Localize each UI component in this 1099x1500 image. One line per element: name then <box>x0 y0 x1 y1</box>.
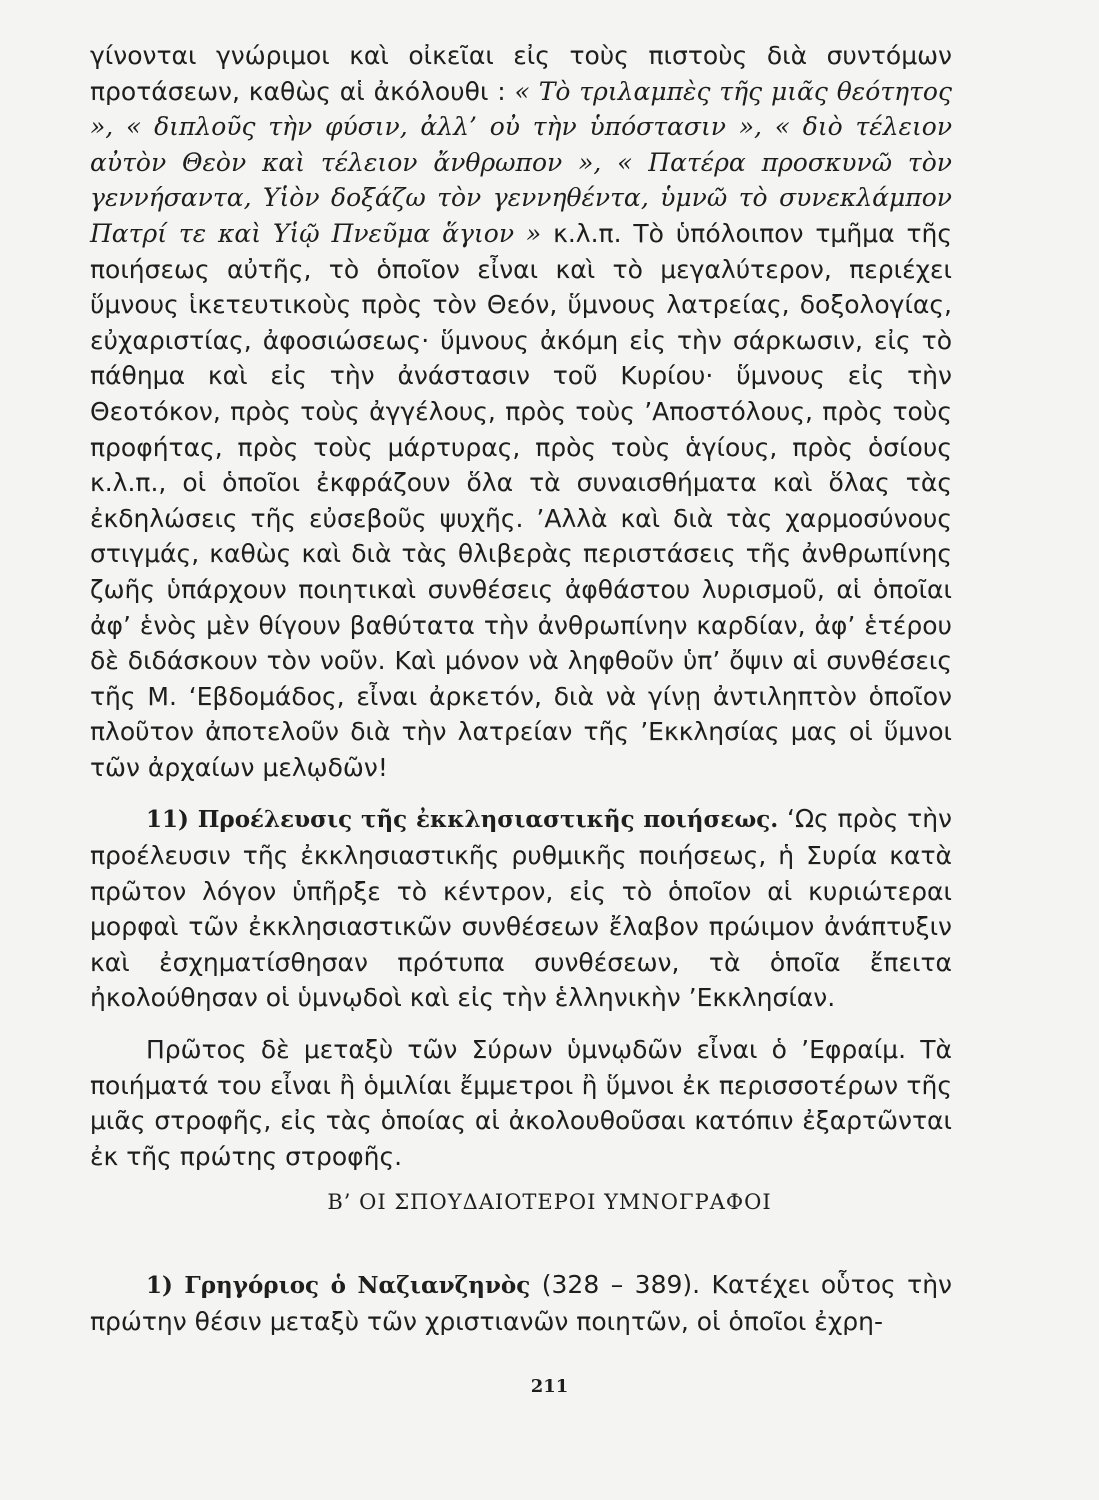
quote-4: « Πατέρα προσκυνῶ τὸν γεννήσαντα, Υἱὸν δοξάζω τὸν γεννηθέντα, ὑμνῶ τὸ συνεκλάμπον Πατρί τε καὶ Υἱῷ Πνεῦμα ἅγιον » <box>90 147 952 248</box>
quote-2: « διπλοῦς τὴν φύσιν, ἀλλ’ οὐ τὴν ὑπόστασιν », <box>126 112 762 142</box>
paragraph-3: Πρῶτος δὲ μεταξὺ τῶν Σύρων ὑμνῳδῶν εἶναι ὁ ’Εφραίμ. Τὰ ποιήματά του εἶναι ἢ ὁμιλίαι ἔμμετροι ἢ ὕμνοι ἐκ περισσοτέρων τῆς μιᾶς στροφῆς, εἰς τὰς ὁποίας αἱ ἀκολουθοῦσαι κατόπιν ἐξαρτῶνται ἐκ τῆς πρώτης στροφῆς. <box>90 1035 952 1171</box>
paragraph-1-body: κ.λ.π. Τὸ ὑπόλοιπον τμῆμα τῆς ποιήσεως αὐτῆς, τὸ ὁποῖον εἶναι καὶ τὸ μεγαλύτερον, περιέχει ὕμνους ἱκετευτικοὺς πρὸς τὸν Θεόν, ὕμνους λατρείας, δοξολογίας, εὐχαριστίας, ἀφοσιώσεως· ὕμνους ἀκόμη εἰς τὴν σάρκωσιν, εἰς τὸ πάθημα καὶ εἰς τὴν ἀνάστασιν τοῦ Κυρίου· ὕμνους εἰς τὴν Θεοτόκον, πρὸς τοὺς ἀγγέλους, πρὸς τοὺς ’Αποστόλους, πρὸς τοὺς προφήτας, πρὸς τοὺς μάρτυρας, πρὸς τοὺς ἁγίους, πρὸς ὁσίους κ.λ.π., οἱ ὁποῖοι ἐκφράζουν ὅλα τὰ συναισθήματα καὶ ὅλας τὰς ἐκδηλώσεις τῆς εὐσεβοῦς ψυχῆς. ’Αλλὰ καὶ διὰ τὰς χαρμοσύνους στιγμάς, καθὼς καὶ διὰ τὰς θλιβερὰς περιστάσεις τῆς ἀνθρωπίνης ζωῆς ὑπάρχουν ποιητικαὶ συνθέσεις ἀφθάστου λυρισμοῦ, αἱ ὁποῖαι ἀφ’ ἑνὸς μὲν θίγουν βαθύτατα τὴν ἀνθρωπίνην καρδίαν, ἀφ’ ἑτέρου δὲ διδάσκουν τὸν νοῦν. Καὶ μόνον νὰ ληφθοῦν ὑπ’ ὄψιν αἱ συνθέσεις τῆς Μ. ‘Εβδομάδος, εἶναι ἀρκετόν, διὰ νὰ γίνῃ ἀντιληπτὸν ὁποῖον πλοῦτον ἀποτελοῦν διὰ τὴν λατρείαν τῆς ’Εκκλησίας μας οἱ ὕμνοι τῶν ἀρχαίων μελῳδῶν! <box>90 218 953 782</box>
entry-1-body: (328 – 389). Κατέχει οὗτος τὴν πρώτην θέσιν μεταξὺ τῶν χριστιανῶν ποιητῶν, οἱ ὁποῖοι ἐχρη- <box>90 1270 953 1336</box>
paragraph-1-intro: γίνονται γνώριμοι καὶ οἰκεῖαι εἰς τοὺς πιστοὺς διὰ συντόμων προτάσεων, καθὼς αἱ ἀκόλουθι : <box>90 41 952 106</box>
quote-3: « διὸ τέλειον αὐτὸν Θεὸν καὶ τέλειον ἄνθρωπον », <box>90 112 953 177</box>
quote-1: « Τὸ τριλαμπὲς τῆς μιᾶς θεότητος », <box>90 76 952 142</box>
paragraph-2-body: ‘Ως πρὸς τὴν προέλευσιν τῆς ἐκκλησιαστικῆς ρυθμικῆς ποιήσεως, ἡ Συρία κατὰ πρῶτον λόγον ὑπῆρξε τὸ κέντρον, εἰς τὸ ὁποῖον αἱ κυριώτεραι μορφαὶ τῶν ἐκκλησιαστικῶν συνθέσεων ἔλαβον πρώιμον ἀνάπτυξιν καὶ ἐσχηματίσθησαν πρότυπα συνθέσεων, τὰ ὁποῖα ἔπειτα ἠκολούθησαν οἱ ὑμνῳδοὶ καὶ εἰς τὴν ἑλληνικὴν ’Εκκλησίαν. <box>90 804 952 1013</box>
paragraph-2-heading: 11) Προέλευσις τῆς ἐκκλησιαστικῆς ποιήσεως. <box>146 806 779 834</box>
main-text <box>90 38 952 1174</box>
page-number: 211 <box>530 1376 569 1397</box>
entry-1 <box>90 1267 952 1339</box>
paragraph-1 <box>90 38 952 785</box>
section-heading: Β’ ΟΙ ΣΠΟΥΔΑΙΟΤΕΡΟΙ ΥΜΝΟΓΡΑΦΟΙ <box>327 1190 772 1214</box>
entry-1-heading: 1) Γρηγόριος ὁ Ναζιανζηνὸς <box>146 1272 531 1299</box>
paragraph-2 <box>90 801 952 1016</box>
